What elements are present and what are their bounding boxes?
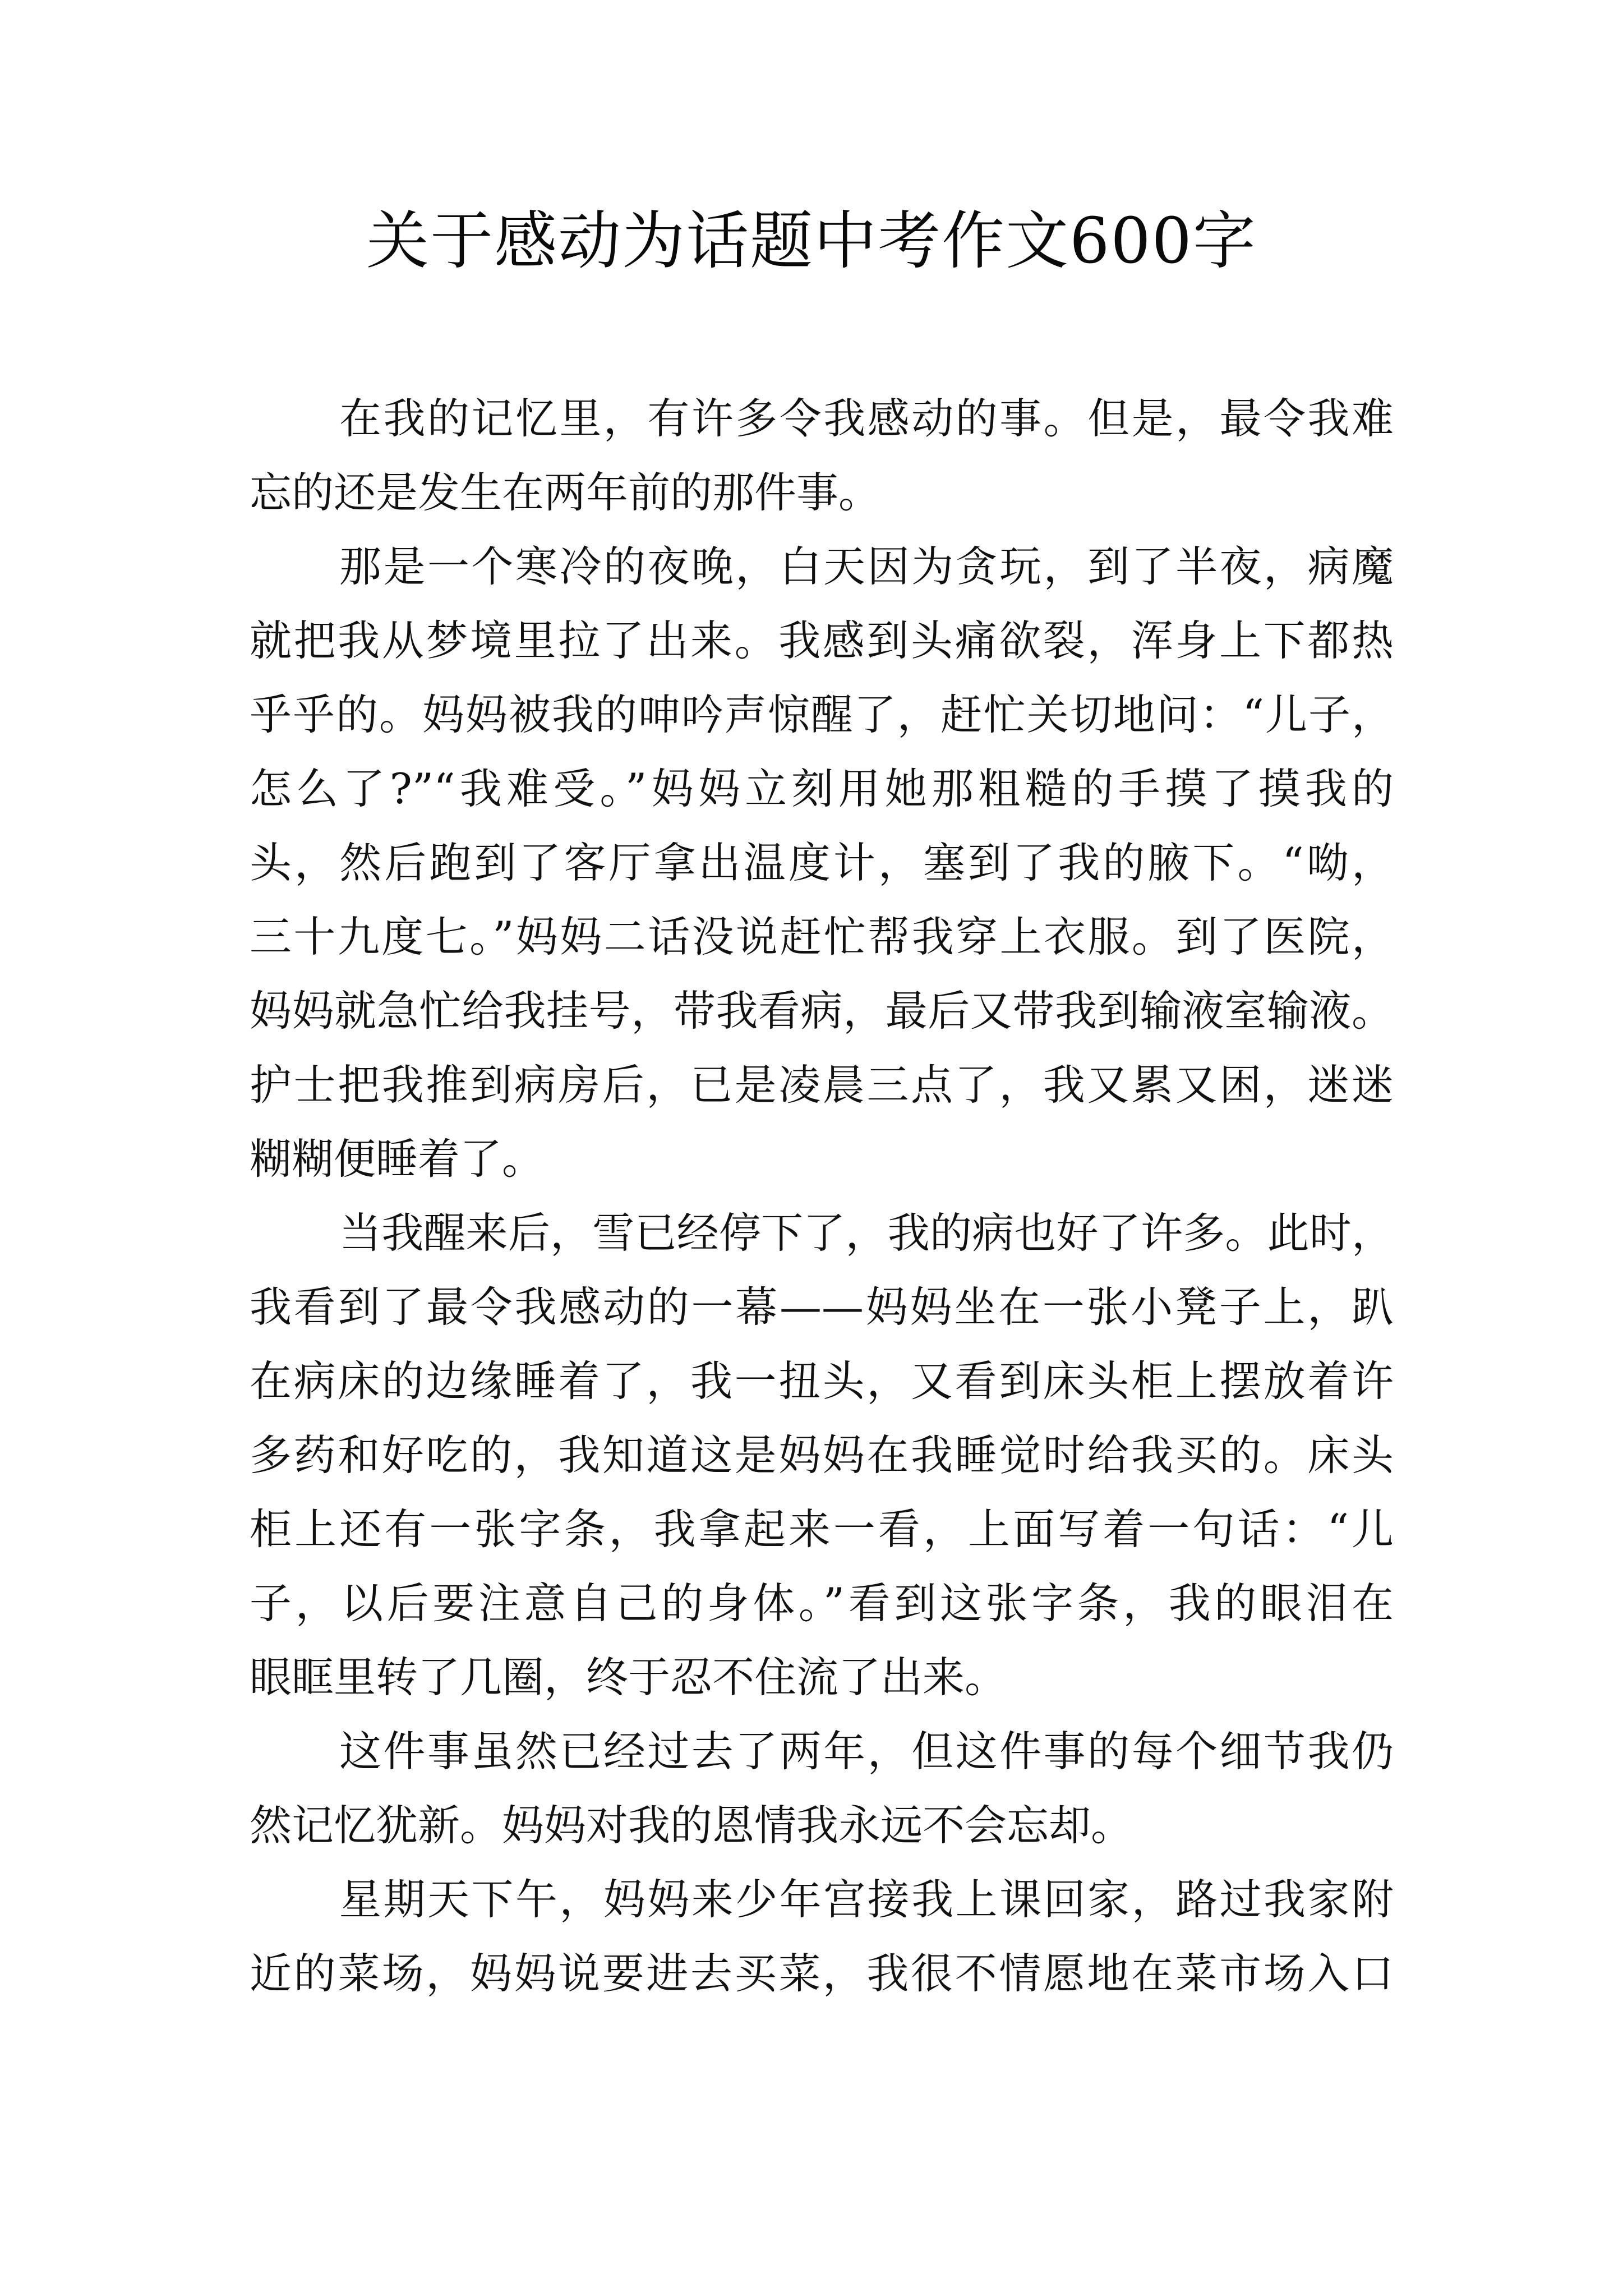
text-line: 近的菜场，妈妈说要进去买菜，我很不情愿地在菜市场入口 [250,1949,1394,1998]
text-line: 星期天下午，妈妈来少年宫接我上课回家，路过我家附 [339,1875,1394,1924]
paragraph-4 [250,1714,1394,1862]
text-line: 糊糊便睡着了。 [250,1134,545,1184]
text-line: 这件事虽然已经过去了两年，但这件事的每个细节我仍 [339,1727,1394,1776]
text-line: 头，然后跑到了客厅拿出温度计，塞到了我的腋下。“呦， [250,838,1394,887]
paragraph-5 [250,1862,1394,2010]
text-line: 三十九度七。”妈妈二话没说赶忙帮我穿上衣服。到了医院， [250,912,1394,961]
text-line: 在我的记忆里，有许多令我感动的事。但是，最令我难 [339,394,1394,443]
text-line: 怎么了?”“我难受。”妈妈立刻用她那粗糙的手摸了摸我的 [250,764,1394,813]
text-line: 在病床的边缘睡着了，我一扭头，又看到床头柜上摆放着许 [250,1356,1394,1406]
text-line: 眼眶里转了几圈，终于忍不住流了出来。 [250,1653,1007,1702]
paragraph-2 [250,530,1394,1196]
text-line: 然记忆犹新。妈妈对我的恩情我永远不会忘却。 [250,1801,1133,1850]
text-line: 柜上还有一张字条，我拿起来一看，上面写着一句话：“儿 [250,1504,1394,1554]
text-line: 忘的还是发生在两年前的那件事。 [250,468,881,517]
text-line: 护士把我推到病房后，已是凌晨三点了，我又累又困，迷迷 [250,1060,1394,1110]
text-line: 那是一个寒冷的夜晚，白天因为贪玩，到了半夜，病魔 [339,542,1394,591]
essay-body [250,381,1394,2010]
text-line: 我看到了最令我感动的一幕——妈妈坐在一张小凳子上，趴 [250,1282,1394,1332]
text-line: 乎乎的。妈妈被我的呻吟声惊醒了，赶忙关切地问：“儿子， [250,690,1394,739]
paragraph-1 [250,381,1394,530]
page-title: 关于感动为话题中考作文600字 [366,205,1257,278]
text-line: 当我醒来后，雪已经停下了，我的病也好了许多。此时， [339,1208,1394,1258]
text-line: 多药和好吃的，我知道这是妈妈在我睡觉时给我买的。床头 [250,1430,1394,1480]
text-line: 妈妈就急忙给我挂号，带我看病，最后又带我到输液室输液。 [250,986,1394,1036]
paragraph-3 [250,1196,1394,1714]
text-line: 子，以后要注意自己的身体。”看到这张字条，我的眼泪在 [250,1579,1394,1628]
text-line: 就把我从梦境里拉了出来。我感到头痛欲裂，浑身上下都热 [250,616,1394,665]
